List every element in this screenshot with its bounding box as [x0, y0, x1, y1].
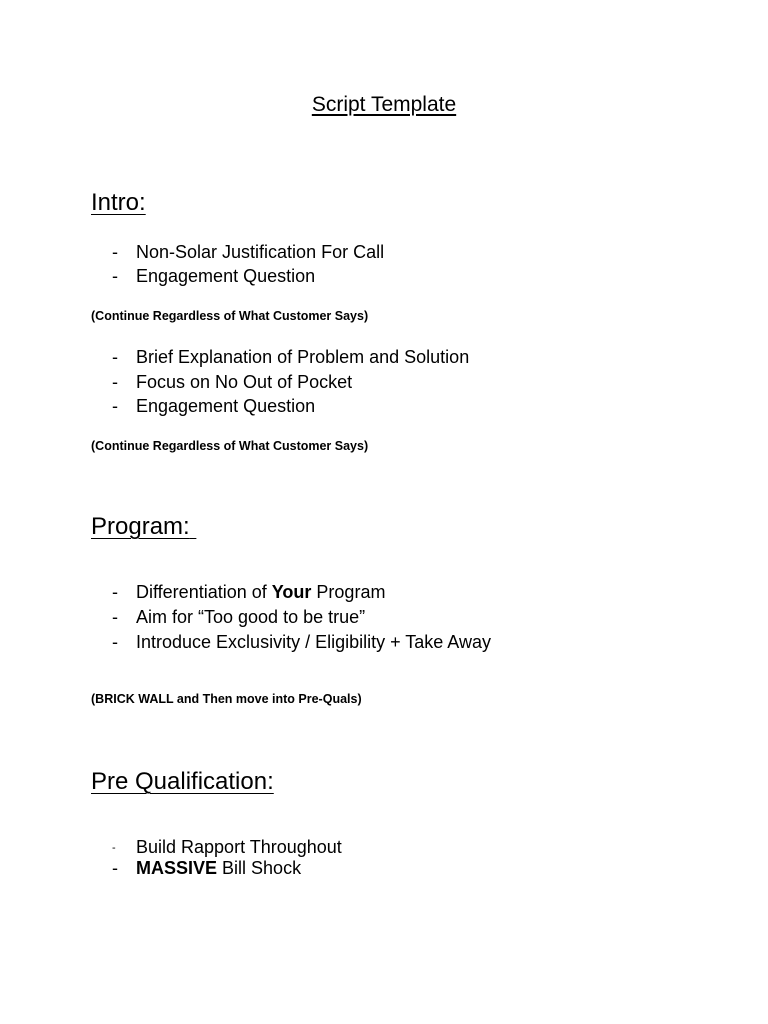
list-item-text: Engagement Question [136, 266, 316, 286]
list-item-text: Bill Shock [217, 858, 302, 878]
list-item-text: Brief Explanation of Problem and Solution [136, 347, 470, 367]
bullet-dash: - [112, 582, 118, 602]
list-item-emphasis: MASSIVE [136, 858, 218, 878]
list-item-text: Build Rapport Throughout [136, 837, 342, 857]
bullet-dash: - [112, 396, 118, 416]
list-item-text: Aim for “Too good to be true” [136, 607, 366, 627]
bullet-dash: - [112, 842, 116, 855]
list-item-text: Engagement Question [136, 396, 316, 416]
bullet-dash: - [112, 372, 118, 392]
list-item-text: Non-Solar Justification For Call [136, 242, 385, 262]
list-item-emphasis: Your [271, 582, 312, 602]
list-item [112, 856, 301, 880]
list-item [112, 240, 384, 264]
list-item [112, 394, 315, 418]
section-heading-program: Program: [91, 513, 190, 540]
bullet-dash: - [112, 266, 118, 286]
list-item [112, 370, 352, 394]
list-item [112, 605, 365, 629]
section-heading-intro: Intro: [91, 189, 146, 216]
list-item [112, 345, 469, 369]
bullet-dash: - [112, 347, 118, 367]
instruction-note: (Continue Regardless of What Customer Says) [91, 309, 369, 323]
list-item [112, 264, 315, 288]
instruction-note: (BRICK WALL and Then move into Pre-Quals) [91, 692, 362, 706]
page-title: Script Template [311, 93, 457, 116]
list-item-text: Program [311, 582, 386, 602]
bullet-dash: - [112, 632, 118, 652]
instruction-note: (Continue Regardless of What Customer Says) [91, 439, 369, 453]
bullet-dash: - [112, 607, 118, 627]
list-item-text: Differentiation of [136, 582, 272, 602]
list-item-text: Focus on No Out of Pocket [136, 372, 353, 392]
list-item [112, 580, 385, 604]
section-heading-prequal: Pre Qualification: [91, 768, 274, 795]
list-item [112, 630, 491, 654]
list-item-text: Introduce Exclusivity / Eligibility + Take Away [136, 632, 491, 652]
bullet-dash: - [112, 858, 118, 878]
bullet-dash: - [112, 242, 118, 262]
